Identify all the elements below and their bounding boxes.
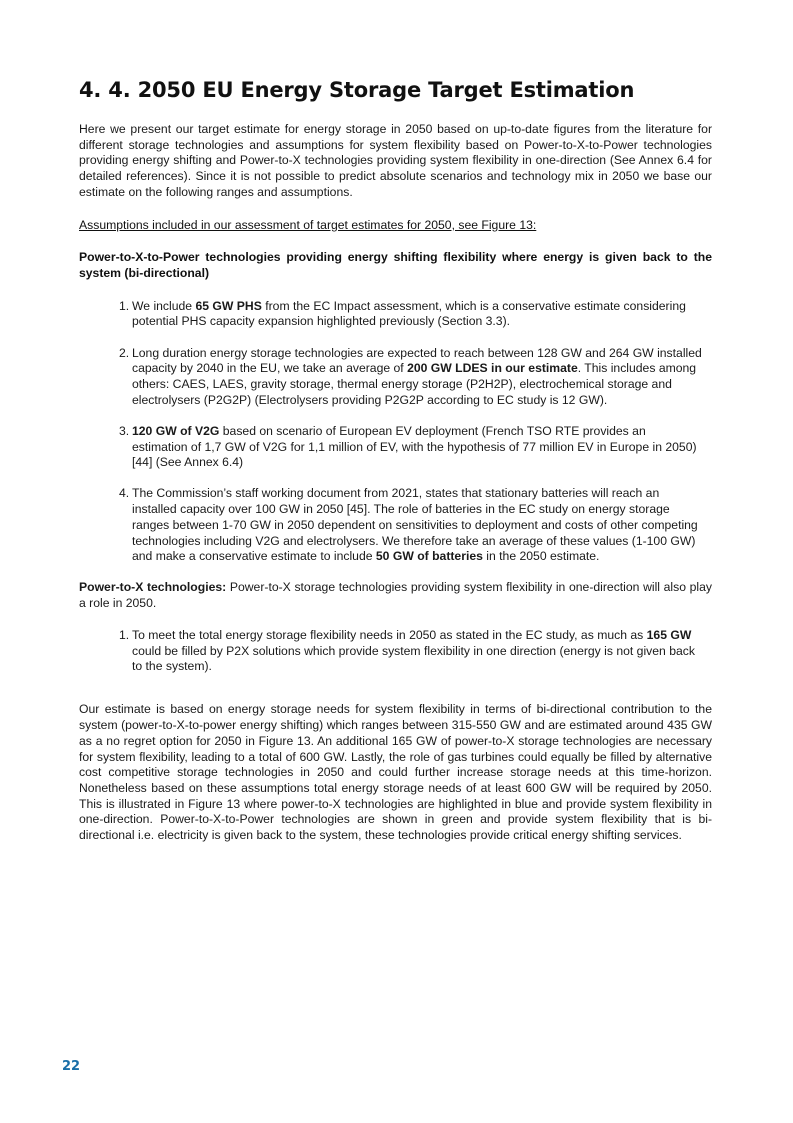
- intro-paragraph: Here we present our target estimate for energy storage in 2050 based on up-to-date figures from the literature for different storage technologies and assumptions for system flexibility based on Power-to-X-to-Power technologies providing energy shifting and Power-to-X technologies providing system flexibility in one-direction (See Annex 6.4 for detailed references). Since it is not possible to predict absolute scenarios and technology mix in 2050 we base our estimate on the following ranges and assumptions.: [79, 122, 712, 199]
- list-item-text: Long duration energy storage technologies are expected to reach between 128 GW and 264 GW installed capacity by 2040 in the EU, we take an average of 200 GW LDES in our estimate. This includes among others: CAES, LAES, gravity storage, thermal energy storage (P2H2P), electrochemical storage and electrolysers (P2G2P) (Electrolysers providing P2G2P according to EC study is 12 GW).: [132, 345, 702, 407]
- list-item-text: To meet the total energy storage flexibility needs in 2050 as stated in the EC study, as much as 165 GW could be filled by P2X solutions which provide system flexibility in one direction (energy is not given back to the system).: [132, 627, 695, 674]
- list-item-text: The Commission’s staff working document from 2021, states that stationary batteries will reach an installed capacity over 100 GW in 2050 [45]. The role of batteries in the EC study on energy storage ranges between 1-70 GW in 2050 dependent on sensitivities to deployment and costs of other competing technologies including V2G and electrolysers. We therefore take an average of these values (1-100 GW) and make a conservative estimate to include 50 GW of batteries in the 2050 estimate.: [132, 486, 698, 564]
- list-item: [79, 486, 712, 565]
- highlight-text: 165 GW: [646, 627, 692, 642]
- list-item: [79, 424, 712, 471]
- highlight-text: 65 GW PHS: [195, 298, 262, 313]
- highlight-text: 50 GW of batteries: [375, 549, 483, 564]
- list-number: 3.: [119, 423, 130, 438]
- list-number: 1.: [119, 627, 130, 642]
- p2x-paragraph: Power-to-X technologies: Power-to-X storage technologies providing system flexibility in one-direction will also play a role in 2050.: [79, 580, 713, 611]
- list-item-text: 120 GW of V2G based on scenario of European EV deployment (French TSO RTE provides an estimation of 1,7 GW of V2G for 1,1 million of EV, with the hypothesis of 77 million EV in Europe in 2050) [44] (See Annex 6.4): [132, 423, 697, 470]
- list-number: 2.: [119, 345, 130, 360]
- bidirectional-list: [79, 299, 712, 565]
- highlight-text: 200 GW LDES in our estimate: [407, 361, 578, 376]
- bidirectional-heading: Power-to-X-to-Power technologies providing energy shifting flexibility where energy is given back to the system (bi-directional): [79, 250, 712, 280]
- p2x-list: [79, 628, 712, 675]
- assumptions-title: Assumptions included in our assessment of target estimates for 2050, see Figure 13:: [79, 217, 537, 232]
- p2x-label: Power-to-X technologies:: [79, 580, 227, 595]
- list-item: [79, 299, 712, 330]
- list-item: [79, 346, 712, 409]
- closing-paragraph: Our estimate is based on energy storage needs for system flexibility in terms of bi-directional contribution to the system (power-to-X-to-power energy shifting) which ranges between 315-550 GW and are estimated around 435 GW as a no regret option for 2050 in Figure 13. An additional 165 GW of power-to-X storage technologies are necessary for system flexibility, leading to a total of 600 GW. Lastly, the role of gas turbines could equally be filled by alternative cost competitive storage technologies in 2050 and could further increase storage needs at this time-horizon. Nonetheless based on these assumptions total energy storage needs of at least 600 GW will be required by 2050. This is illustrated in Figure 13 where power-to-X technologies are highlighted in blue and provide system flexibility in one-direction. Power-to-X-to-Power technologies are shown in green and provide system flexibility that is bi-directional i.e. electricity is given back to the system, these technologies provide critical energy shifting services.: [79, 702, 712, 843]
- list-item: [79, 628, 712, 675]
- list-item-text: We include 65 GW PHS from the EC Impact assessment, which is a conservative estimate considering potential PHS capacity expansion highlighted previously (Section 3.3).: [132, 298, 686, 329]
- list-number: 1.: [119, 298, 130, 313]
- highlight-text: 120 GW of V2G: [132, 423, 220, 438]
- list-number: 4.: [119, 486, 130, 501]
- section-heading: 4. 4. 2050 EU Energy Storage Target Estimation: [79, 78, 635, 102]
- page-number: 22: [62, 1059, 81, 1074]
- document-page: [79, 78, 712, 844]
